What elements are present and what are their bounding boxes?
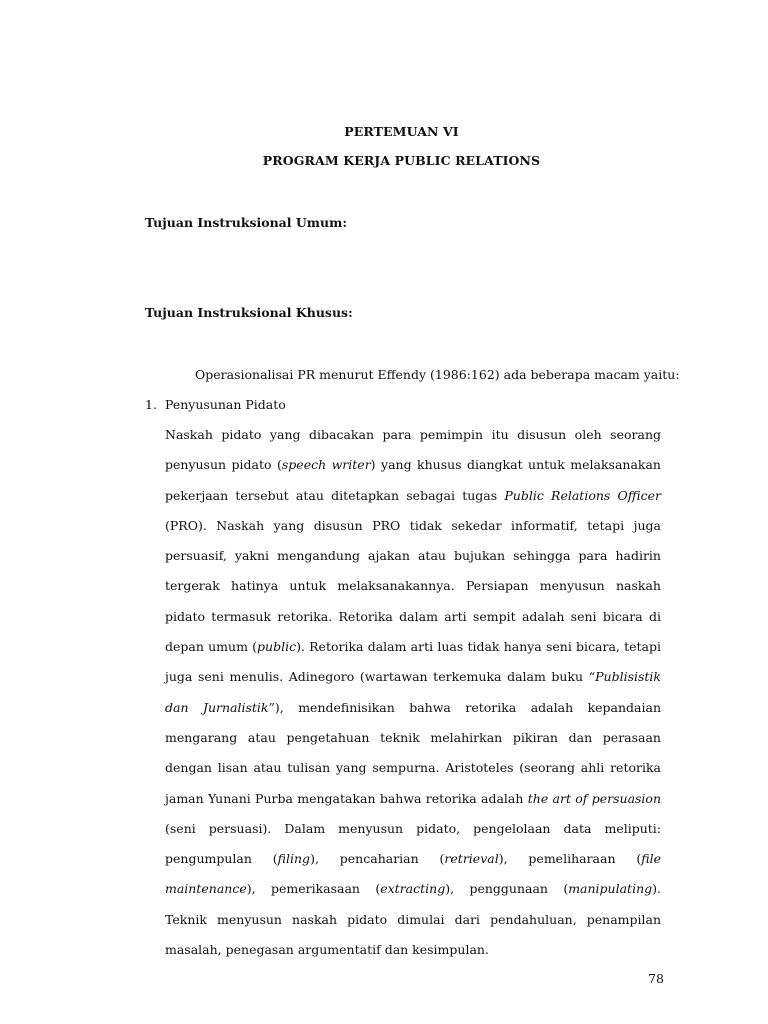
paragraph-text: ). Teknik menyusun naskah pidato dimulai dari pendahuluan, penampilan masalah, penegasan argumentatif dan kesimpulan. xyxy=(165,881,661,958)
italic-term: filing xyxy=(277,851,311,867)
italic-term: public xyxy=(257,639,297,655)
paragraph-text: ) yang khusus diangkat untuk melaksanakan pekerjaan tersebut atau ditetapkan sebagai tugas xyxy=(165,457,661,503)
italic-term: extracting xyxy=(380,881,446,897)
list-item-title: Penyusunan Pidato xyxy=(165,397,286,412)
italic-term: Public Relations Officer xyxy=(504,487,661,503)
document-title: PERTEMUAN VI xyxy=(344,124,459,139)
paragraph-text: ), pemerikasaan ( xyxy=(246,881,381,897)
paragraph-text: ). Retorika dalam arti luas tidak hanya seni bicara, tetapi juga seni menulis. Adinegoro (wartawan terkemuka dalam buku “ xyxy=(165,639,661,685)
paragraph-text: ), pencaharian ( xyxy=(310,851,445,867)
paragraph-text: ”), mendefinisikan bahwa retorika adalah kepandaian mengarang atau pengetahuan teknik melahirkan pikiran dan perasaan dengan lisan atau tulisan yang sempurna. Aristoteles (seorang ahli retorika jaman Yunani Purba mengatakan bahwa retorika adalah xyxy=(165,699,661,806)
page-number: 78 xyxy=(648,971,664,986)
italic-term: Publisistik dan Jurnalistik xyxy=(165,669,661,715)
list-number: 1. xyxy=(145,397,157,412)
paragraph-text: Naskah pidato yang dibacakan para pemimpin itu disusun oleh seorang penyusun pidato ( xyxy=(165,427,661,473)
italic-term: the art of persuasion xyxy=(527,790,662,806)
paragraph-text: ), penggunaan ( xyxy=(445,881,569,897)
paragraph-text: ), pemeliharaan ( xyxy=(498,851,642,867)
italic-term: file maintenance xyxy=(165,851,661,897)
italic-term: manipulating xyxy=(568,881,653,897)
paragraph-text: (PRO). Naskah yang disusun PRO tidak sekedar informatif, tetapi juga persuasif, yakni mengandung ajakan atau bujukan sehingga para hadirin tergerak hatinya untuk melaksanakannya. Persiapan menyusun naskah pidato termasuk retorika. Retorika dalam arti sempit adalah seni bicara di depan umum ( xyxy=(165,517,661,655)
heading-general-objectives: Tujuan Instruksional Umum: xyxy=(145,215,347,230)
italic-term: retrieval xyxy=(444,851,499,867)
document-subtitle: PROGRAM KERJA PUBLIC RELATIONS xyxy=(262,153,541,168)
italic-term: speech writer xyxy=(281,457,371,473)
heading-specific-objectives: Tujuan Instruksional Khusus: xyxy=(145,305,353,320)
body-paragraph xyxy=(165,420,661,965)
paragraph-text: (seni persuasi). Dalam menyusun pidato, pengelolaan data meliputi: pengumpulan ( xyxy=(165,820,661,867)
intro-sentence: Operasionalisai PR menurut Effendy (1986:162) ada beberapa macam yaitu: xyxy=(195,367,680,382)
